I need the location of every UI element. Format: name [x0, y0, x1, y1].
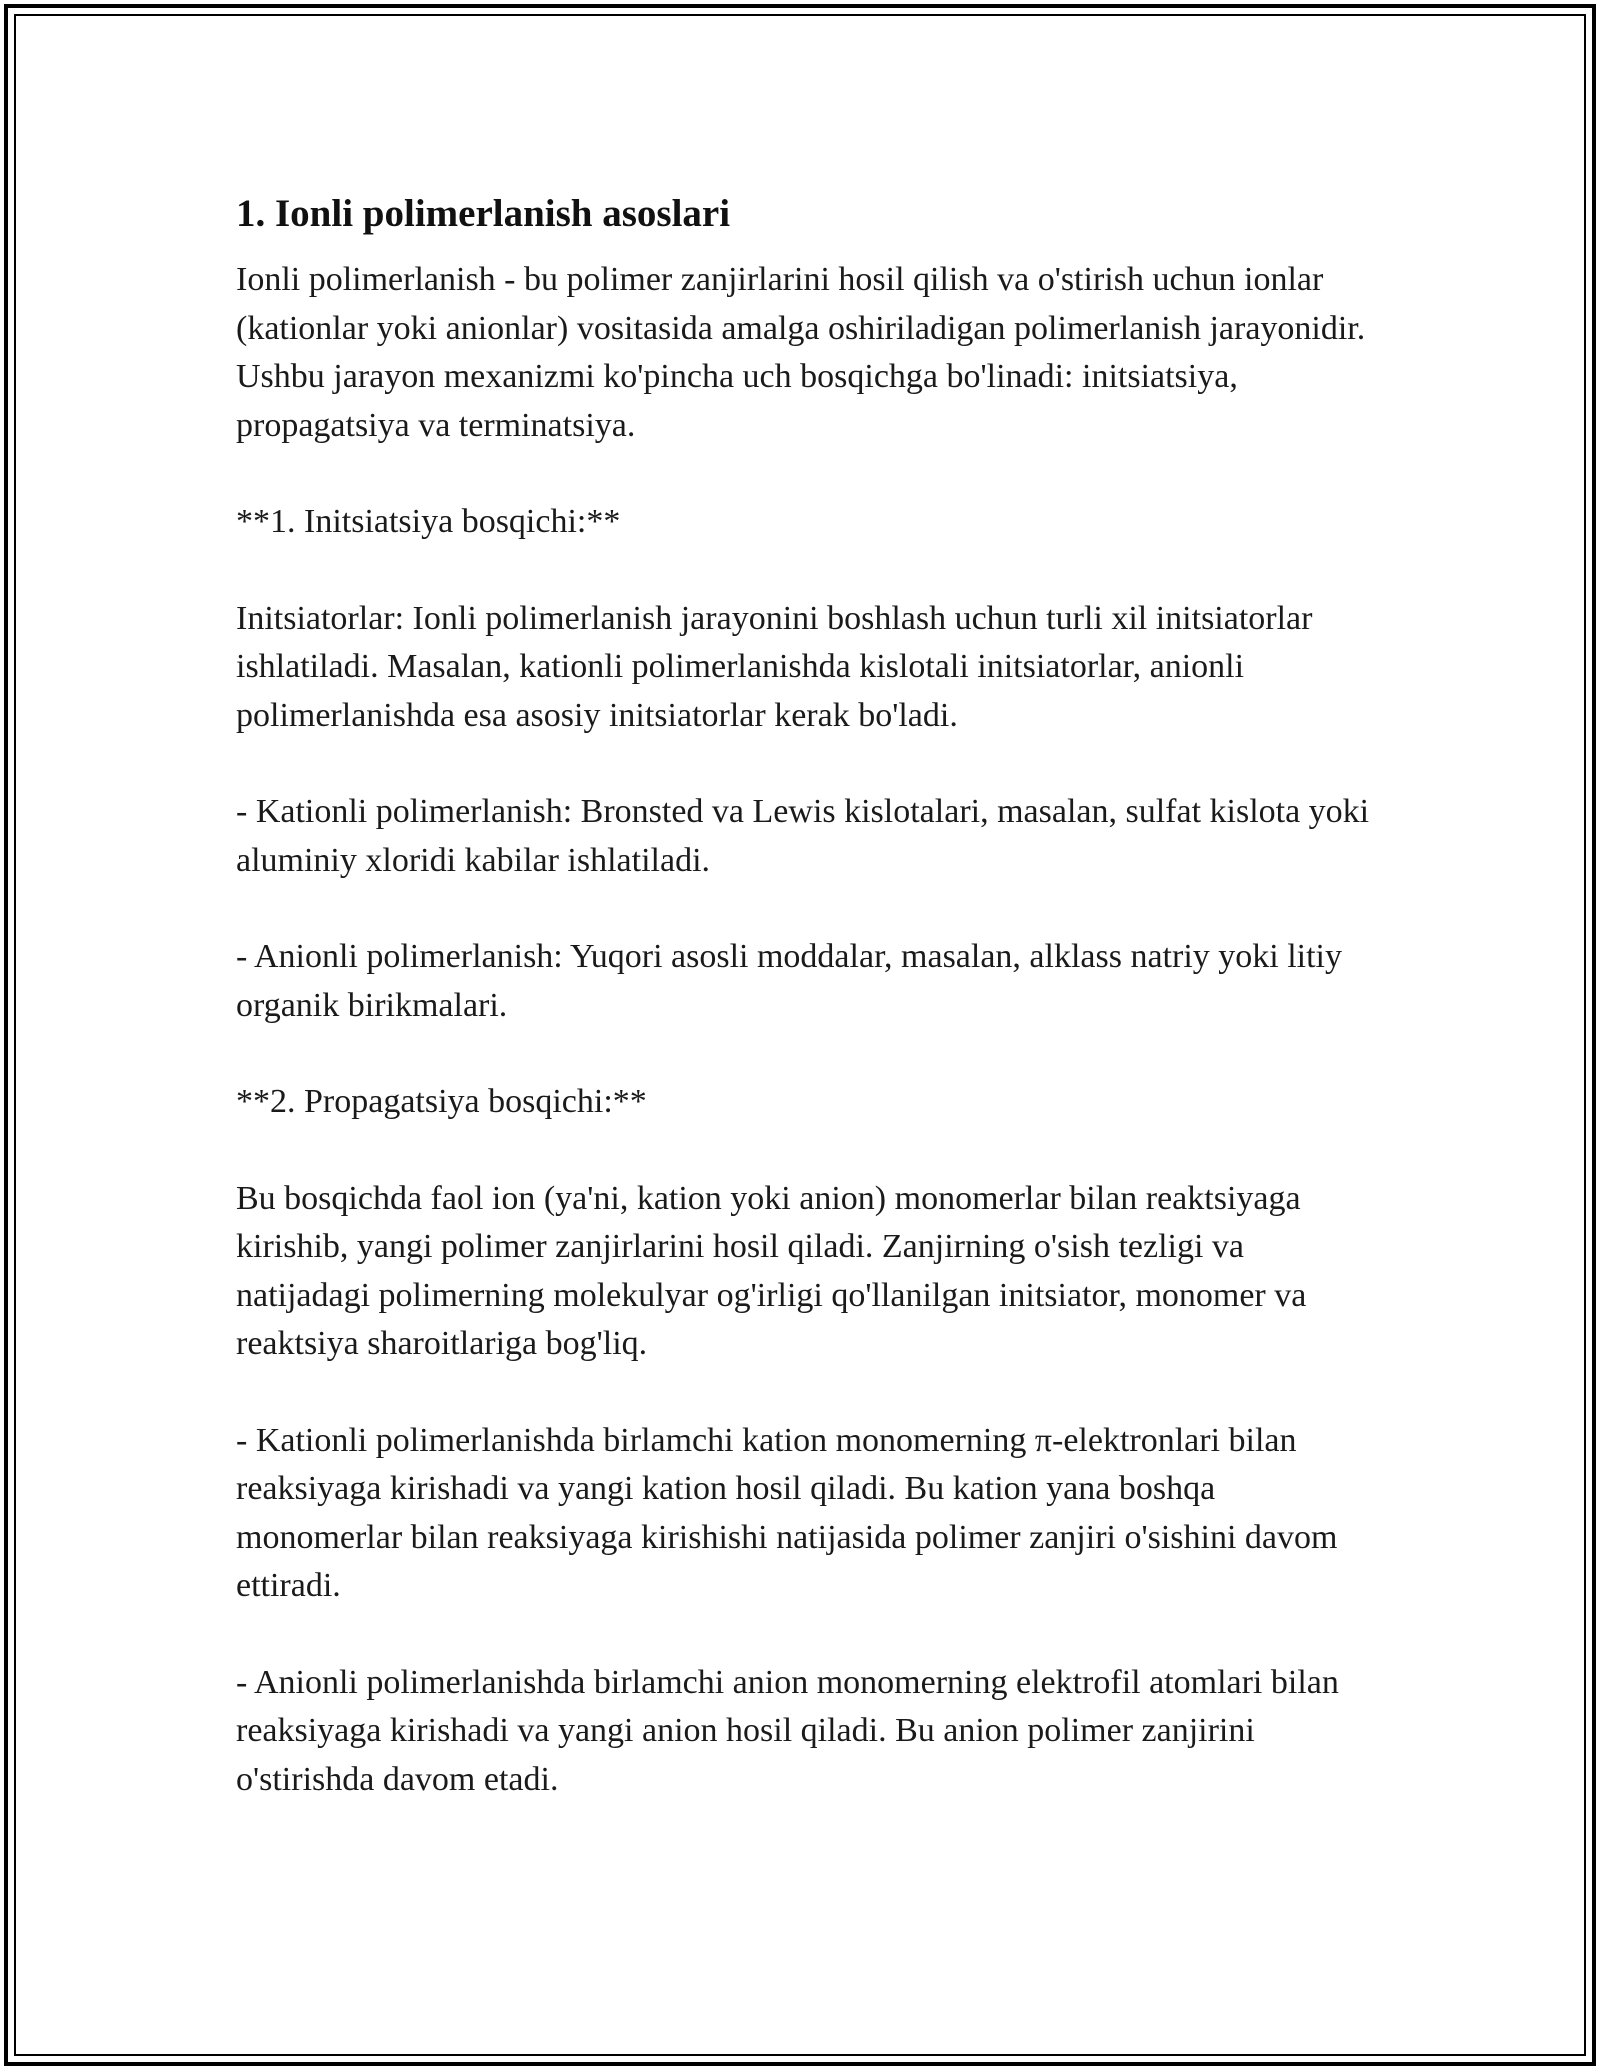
initiation-heading: **1. Initsiatsiya bosqichi:**	[236, 503, 621, 540]
document-body	[236, 188, 1376, 1804]
cationic-initiators-item: - Kationli polimerlanish: Bronsted va Lewis kislotalari, masalan, sulfat kislota yoki aluminiy xloridi kabilar ishlatiladi.	[236, 793, 1370, 879]
cationic-propagation-item: - Kationli polimerlanishda birlamchi kation monomerning π-elektronlari bilan reaksiyaga kirishadi va yangi kation hosil qiladi. Bu kation yana boshqa monomerlar bilan reaksiyaga kirishishi natijasida polimer zanjiri o'sishini davom ettiradi.	[236, 1421, 1338, 1604]
section-heading: 1. Ionli polimerlanish asoslari	[236, 192, 731, 235]
intro-paragraph: Ionli polimerlanish - bu polimer zanjirlarini hosil qilish va o'stirish uchun ionlar (kationlar yoki anionlar) vositasida amalga oshiriladigan polimerlanish jarayonidir. Ushbu jarayon mexanizmi ko'pincha uch bosqichga bo'linadi: initsiatsiya, propagatsiya va terminatsiya.	[236, 261, 1366, 444]
propagation-heading: **2. Propagatsiya bosqichi:**	[236, 1083, 647, 1120]
anionic-initiators-item: - Anionli polimerlanish: Yuqori asosli moddalar, masalan, alklass natriy yoki litiy organik birikmalari.	[236, 938, 1342, 1024]
anionic-propagation-item: - Anionli polimerlanishda birlamchi anion monomerning elektrofil atomlari bilan reaksiyaga kirishadi va yangi anion hosil qiladi. Bu anion polimer zanjirini o'stirishda davom etadi.	[236, 1663, 1339, 1798]
initiators-paragraph: Initsiatorlar: Ionli polimerlanish jarayonini boshlash uchun turli xil initsiatorlar ishlatiladi. Masalan, kationli polimerlanishda kislotali initsiatorlar, anionli polimerlanishda esa asosiy initsiatorlar kerak bo'ladi.	[236, 599, 1313, 734]
propagation-paragraph: Bu bosqichda faol ion (ya'ni, kation yoki anion) monomerlar bilan reaktsiyaga kirishib, yangi polimer zanjirlarini hosil qiladi. Zanjirning o'sish tezligi va natijadagi polimerning molekulyar og'irligi qo'llanilgan initsiator, monomer va reaktsiya sharoitlariga bog'liq.	[236, 1179, 1307, 1362]
